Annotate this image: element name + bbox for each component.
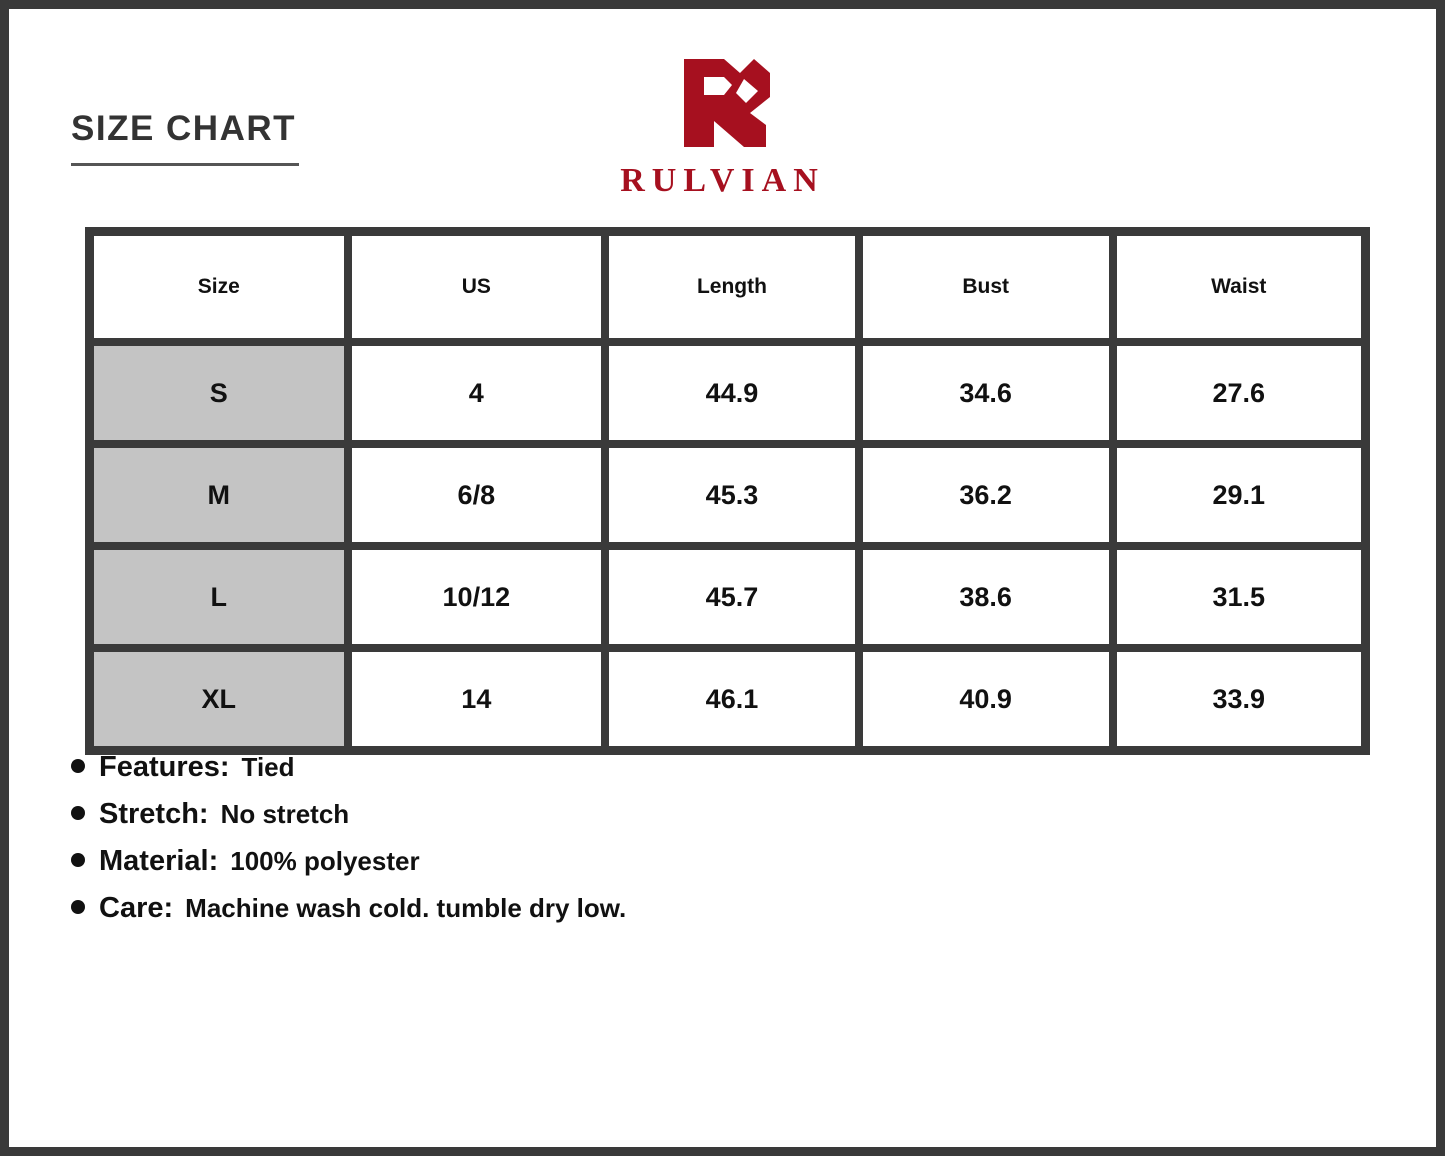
table-row xyxy=(90,444,1365,546)
column-header-us: US xyxy=(348,232,606,342)
cell-us: 14 xyxy=(348,648,606,750)
cell-waist: 27.6 xyxy=(1113,342,1365,444)
cell-bust: 38.6 xyxy=(859,546,1113,648)
brand-block xyxy=(9,51,1436,200)
table-body xyxy=(90,342,1365,750)
table-row xyxy=(90,648,1365,750)
product-notes xyxy=(71,751,1351,939)
column-header-length: Length xyxy=(605,232,859,342)
document-header xyxy=(9,9,1436,204)
cell-length: 45.7 xyxy=(605,546,859,648)
note-label: Care: xyxy=(99,892,174,924)
cell-waist: 33.9 xyxy=(1113,648,1365,750)
note-item xyxy=(71,892,1351,925)
size-table xyxy=(85,227,1370,755)
cell-size: S xyxy=(90,342,348,444)
cell-us: 4 xyxy=(348,342,606,444)
column-header-waist: Waist xyxy=(1113,232,1365,342)
rulvian-monogram-icon xyxy=(658,51,788,156)
note-label: Material: xyxy=(99,845,219,877)
note-label: Features: xyxy=(99,751,230,783)
note-value: Machine wash cold. tumble dry low. xyxy=(185,893,627,923)
bullet-icon xyxy=(71,853,85,867)
bullet-icon xyxy=(71,900,85,914)
bullet-icon xyxy=(71,759,85,773)
table-header-row xyxy=(90,232,1365,342)
brand-name: RULVIAN xyxy=(620,162,825,199)
note-label: Stretch: xyxy=(99,798,209,830)
note-value: 100% polyester xyxy=(230,846,420,876)
note-item xyxy=(71,845,1351,878)
note-value: No stretch xyxy=(220,799,350,829)
cell-length: 44.9 xyxy=(605,342,859,444)
cell-size: L xyxy=(90,546,348,648)
cell-size: M xyxy=(90,444,348,546)
table-head xyxy=(90,232,1365,342)
document-inner xyxy=(9,9,1436,1147)
cell-length: 45.3 xyxy=(605,444,859,546)
cell-waist: 29.1 xyxy=(1113,444,1365,546)
cell-us: 6/8 xyxy=(348,444,606,546)
cell-us: 10/12 xyxy=(348,546,606,648)
cell-bust: 34.6 xyxy=(859,342,1113,444)
table-row xyxy=(90,546,1365,648)
column-header-bust: Bust xyxy=(859,232,1113,342)
size-table-wrapper xyxy=(85,227,1370,755)
table-row xyxy=(90,342,1365,444)
cell-bust: 40.9 xyxy=(859,648,1113,750)
note-item xyxy=(71,798,1351,831)
page-title: SIZE CHART xyxy=(71,109,296,148)
note-value: Tied xyxy=(241,752,295,782)
cell-bust: 36.2 xyxy=(859,444,1113,546)
note-item xyxy=(71,751,1351,784)
bullet-icon xyxy=(71,806,85,820)
cell-length: 46.1 xyxy=(605,648,859,750)
column-header-size: Size xyxy=(90,232,348,342)
cell-size: XL xyxy=(90,648,348,750)
cell-waist: 31.5 xyxy=(1113,546,1365,648)
